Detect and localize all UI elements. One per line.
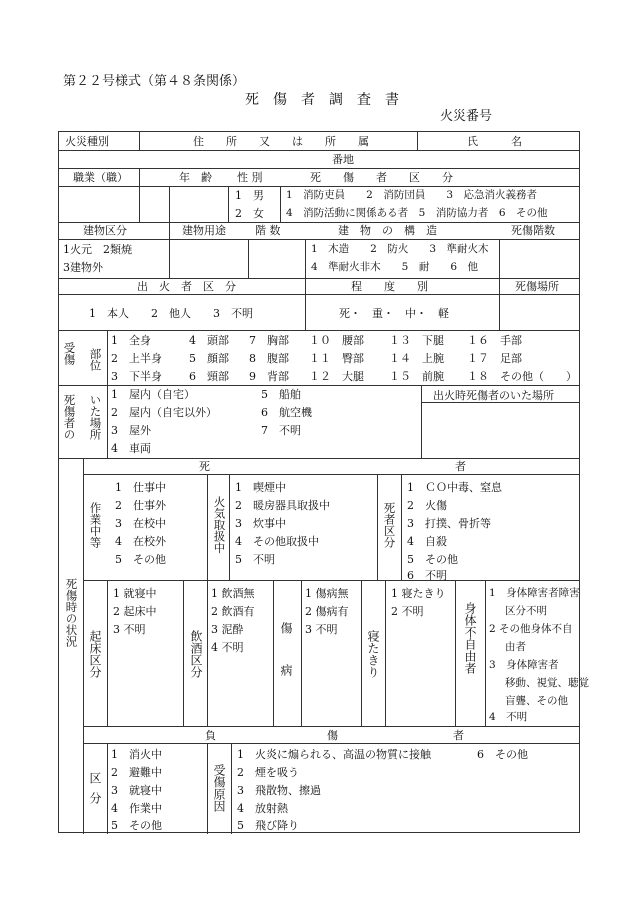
drink-option: 2 飲酒有 [211, 605, 255, 618]
location-option: 7 不明 [261, 424, 301, 437]
origin-options: 1 本人 2 他人 3 不明 [89, 307, 253, 320]
sex-option-female: 2 女 [235, 207, 264, 220]
injured-header-a: 負 [205, 729, 216, 742]
injury-site-cell: 1 全身 [111, 334, 151, 347]
injury-site-cell: １６ 手部 [467, 334, 522, 347]
building-class-options-1: 1火元 2類焼 [63, 243, 132, 256]
work-option: 1 仕事中 [115, 481, 166, 494]
injury-site-cell: 7 胸部 [249, 334, 289, 347]
bedridden-option: 1 寝たきり [391, 587, 446, 600]
injury-site-cell: 4 頭部 [189, 334, 229, 347]
fire-handling-option: 5 不明 [235, 553, 275, 566]
fire-handling-option: 1 喫煙中 [235, 481, 286, 494]
death-class-option: 5 その他 [407, 553, 458, 566]
degree-options: 死・ 重・ 中・ 軽 [339, 307, 449, 320]
death-class-option: 6 不明 [407, 569, 447, 582]
drink-option: 4 不明 [211, 641, 244, 654]
death-class-option: 1 ＣＯ中毒、窒息 [407, 481, 502, 494]
fire-number-label: 火災番号 [440, 109, 493, 124]
injured-header-c: 者 [453, 729, 464, 742]
injury-site-cell: １３ 下腿 [389, 334, 444, 347]
form-number: 第２２号様式（第４８条関係） [63, 74, 246, 89]
sex-label: 性 別 [237, 171, 263, 184]
name-label: 氏 名 [467, 135, 522, 148]
ward-option: 3 就寝中 [111, 784, 162, 797]
building-use-label: 建物用途 [182, 224, 226, 237]
injury-site-cell: １７ 足部 [467, 352, 522, 365]
disability-option: 移動、視覚、聴覚 [505, 677, 589, 689]
injury-site-cell: １８ その他（ ） [467, 370, 577, 383]
death-floor-label: 死傷階数 [511, 224, 555, 237]
fire-handling-option: 4 その他取扱中 [235, 535, 319, 548]
casualty-category-options-1: 1 消防吏員 2 消防団員 3 応急消火義務者 [286, 189, 538, 201]
building-class-options-2: 3建物外 [63, 261, 103, 274]
injury-site-label-a: 受傷 [62, 342, 77, 365]
injury-site-cell: 9 背部 [249, 370, 289, 383]
death-header-a: 死 [199, 460, 210, 473]
injury-site-cell: 5 顔部 [189, 352, 229, 365]
work-option: 3 在校中 [115, 517, 166, 530]
disease-option: 2 傷病有 [305, 605, 349, 618]
building-class-label: 建物区分 [83, 224, 127, 237]
death-class-label: 死者区分 [382, 502, 397, 548]
casualty-category-options-2: 4 消防活動に関係ある者 5 消防協力者 6 その他 [286, 207, 548, 219]
drink-option: 3 泥酔 [211, 623, 244, 636]
disability-option: 2 その他身体不自 [489, 623, 573, 635]
drink-label: 飲酒区分 [189, 630, 203, 678]
location-option: 1 屋内（自宅） [111, 388, 195, 401]
bed-label: 起床区分 [88, 630, 102, 678]
work-option: 2 仕事外 [115, 499, 166, 512]
bed-option: 2 起床中 [113, 605, 157, 618]
death-class-option: 3 打撲、骨折等 [407, 517, 491, 530]
injury-site-cell: １１ 臀部 [309, 352, 364, 365]
structure-options-1: 1 木造 2 防火 3 準耐火木 [311, 243, 489, 255]
disability-option: 盲聾、その他 [505, 695, 568, 707]
location-option: 6 航空機 [261, 406, 312, 419]
death-class-option: 4 自殺 [407, 535, 447, 548]
death-header-b: 者 [455, 460, 466, 473]
ward-option: 5 その他 [111, 819, 162, 832]
status-label: 死傷時の状況 [64, 578, 79, 647]
injured-header-b: 傷 [327, 729, 338, 742]
cause-option: 1 火炎に煽られる、高温の物質に接触 [237, 748, 431, 761]
fire-handling-option: 3 炊事中 [235, 517, 286, 530]
sex-option-male: 1 男 [235, 189, 264, 202]
disability-option: 3 身体障害者 [489, 659, 559, 671]
cause-option: 2 煙を吸う [237, 766, 299, 779]
cause-option: 5 飛び降り [237, 819, 299, 832]
occupation-label: 職業（職） [73, 171, 128, 184]
bedridden-label: 寝たきり [366, 630, 380, 678]
ward-option: 4 作業中 [111, 802, 162, 815]
location-option: 2 屋内（自宅以外） [111, 406, 217, 419]
location-option: 5 船舶 [261, 388, 301, 401]
injury-site-cell: １５ 前腕 [389, 370, 444, 383]
casualty-category-label: 死 傷 者 区 分 [310, 171, 453, 184]
injury-site-cell: １０ 腰部 [309, 334, 364, 347]
injury-site-cell: 2 上半身 [111, 352, 162, 365]
bed-option: 3 不明 [113, 623, 146, 636]
cause-option: 3 飛散物、擦過 [237, 784, 321, 797]
cause-option: 4 放射熱 [237, 802, 288, 815]
person-class-label: 出 火 者 区 分 [137, 280, 236, 293]
age-label: 年 齢 [179, 171, 212, 184]
lot-label: 番地 [332, 153, 354, 166]
degree-label: 程 度 別 [351, 280, 428, 293]
disability-option: 由者 [505, 641, 526, 653]
structure-options-2: 4 準耐火非木 5 耐 6 他 [311, 261, 479, 273]
bed-option: 1 就寝中 [113, 587, 157, 600]
work-option: 5 その他 [115, 553, 166, 566]
injury-site-cell: 6 頸部 [189, 370, 229, 383]
ward-option: 1 消火中 [111, 748, 162, 761]
injury-site-cell: １２ 大腿 [309, 370, 364, 383]
structure-label: 建 物 の 構 造 [338, 224, 437, 237]
location-option: 3 屋外 [111, 424, 151, 437]
disability-option: 1 身体障害者障害 [489, 587, 580, 599]
fire-type-label: 火災種別 [65, 135, 109, 148]
ward-label: 区分 [88, 772, 102, 812]
injury-site-cell: 8 腹部 [249, 352, 289, 365]
drink-option: 1 飲酒無 [211, 587, 255, 600]
disability-option: 区分不明 [505, 605, 547, 617]
cause-other-option: 6 その他 [477, 748, 528, 761]
work-option: 4 在校外 [115, 535, 166, 548]
work-label: 作業中等 [88, 502, 103, 548]
casualty-survey-form [58, 131, 589, 833]
disability-label: 身体不自由者 [463, 602, 477, 674]
disease-label: 傷病 [279, 622, 293, 706]
fire-handling-option: 2 暖房器具取扱中 [235, 499, 330, 512]
injury-site-cell: 3 下半身 [111, 370, 162, 383]
cause-label: 受傷原因 [212, 764, 226, 812]
location-label-a: 死傷者の [62, 394, 77, 440]
floors-label: 階 数 [255, 224, 281, 237]
location-option: 4 車両 [111, 442, 151, 455]
address-label: 住 所 又 は 所 属 [193, 135, 369, 148]
disability-option: 4 不明 [489, 711, 528, 723]
death-place-label: 死傷場所 [515, 280, 559, 293]
disease-option: 1 傷病無 [305, 587, 349, 600]
disease-option: 3 不明 [305, 623, 338, 636]
death-class-option: 2 火傷 [407, 499, 447, 512]
fire-time-place-label: 出火時死傷者のいた場所 [433, 389, 554, 402]
fire-handling-label: 火気取扱中 [212, 496, 227, 554]
bedridden-option: 2 不明 [391, 605, 424, 618]
ward-option: 2 避難中 [111, 766, 162, 779]
injury-site-label-b: 部位 [88, 348, 103, 371]
injury-site-cell: １４ 上腕 [389, 352, 444, 365]
document-title: 死 傷 者 調 査 書 [245, 92, 399, 108]
location-label-b: いた場所 [88, 394, 103, 440]
